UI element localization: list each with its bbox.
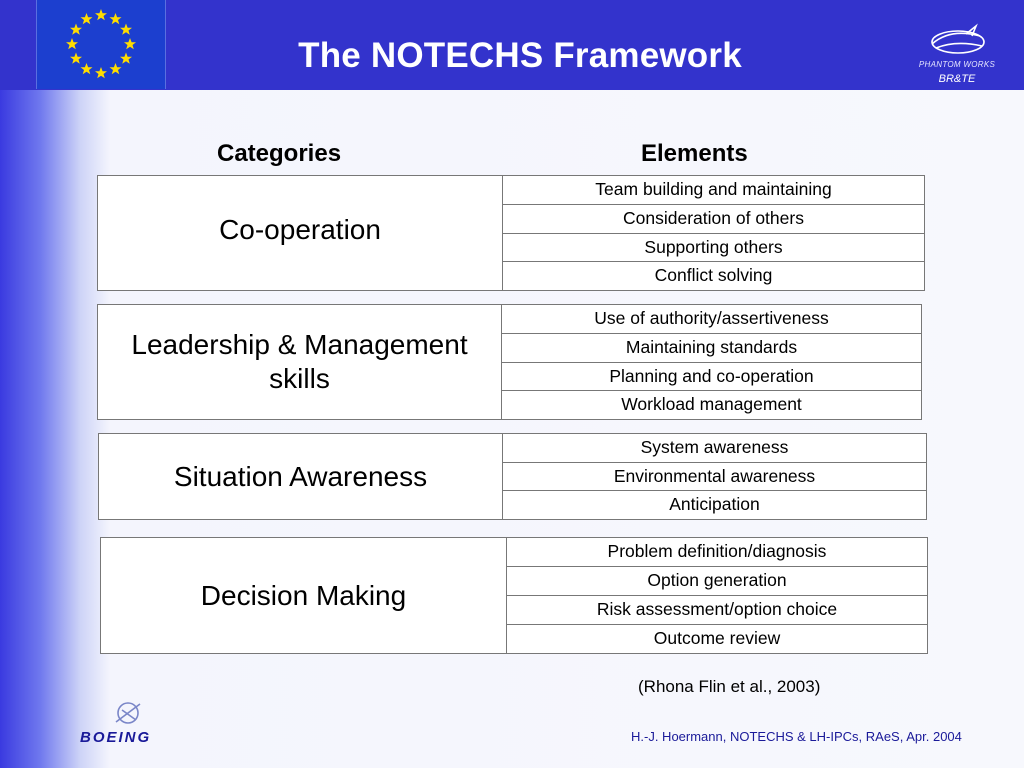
element-list	[503, 176, 924, 290]
group-decision-making	[100, 537, 928, 654]
elements-heading: Elements	[641, 140, 748, 167]
element-item: Planning and co-operation	[502, 363, 921, 392]
category-cell	[98, 305, 502, 419]
group-co-operation	[97, 175, 925, 291]
element-list	[507, 538, 927, 653]
category-label: Decision Making	[200, 579, 407, 611]
boeing-logo-icon	[78, 698, 188, 748]
group-situation-awareness	[98, 433, 927, 520]
element-item: Use of authority/assertiveness	[502, 305, 921, 334]
element-item: Team building and maintaining	[503, 176, 924, 205]
element-item: Conflict solving	[654, 265, 773, 286]
footer-reference: H.-J. Hoermann, NOTECHS & LH-IPCs, RAeS, Apr. 2004	[631, 729, 962, 744]
element-item: Problem definition/diagnosis	[507, 538, 927, 567]
element-item: Option generation	[507, 567, 927, 596]
category-cell	[98, 176, 503, 290]
category-label: Co-operation	[219, 214, 381, 245]
element-list	[503, 434, 926, 519]
category-label-line2: skills	[269, 363, 330, 394]
element-item: Risk assessment/option choice	[507, 596, 927, 625]
category-cell	[101, 538, 507, 653]
logo-text: PHANTOM WORKS	[918, 60, 996, 69]
element-item: Consideration of others	[503, 205, 924, 234]
group-leadership	[97, 304, 922, 420]
element-item: System awareness	[503, 434, 926, 463]
element-item: Supporting others	[503, 234, 924, 263]
header-bar	[0, 0, 1024, 90]
element-item: Maintaining standards	[502, 334, 921, 363]
logo-subtitle: BR&TE	[938, 73, 976, 85]
svg-text:BOEING: BOEING	[80, 729, 152, 746]
categories-heading: Categories	[217, 140, 342, 167]
eu-flag-icon	[36, 0, 166, 89]
element-item: Workload management	[621, 394, 802, 415]
category-cell	[99, 434, 503, 519]
element-item: Outcome review	[653, 628, 781, 648]
element-item: Environmental awareness	[503, 463, 926, 492]
slide-title: The NOTECHS Framework	[298, 36, 742, 75]
category-label: Situation Awareness	[173, 460, 428, 492]
category-label-line1: Leadership & Management	[131, 329, 468, 360]
element-item: Anticipation	[669, 494, 760, 515]
citation: (Rhona Flin et al., 2003)	[638, 677, 821, 696]
element-list	[502, 305, 921, 419]
